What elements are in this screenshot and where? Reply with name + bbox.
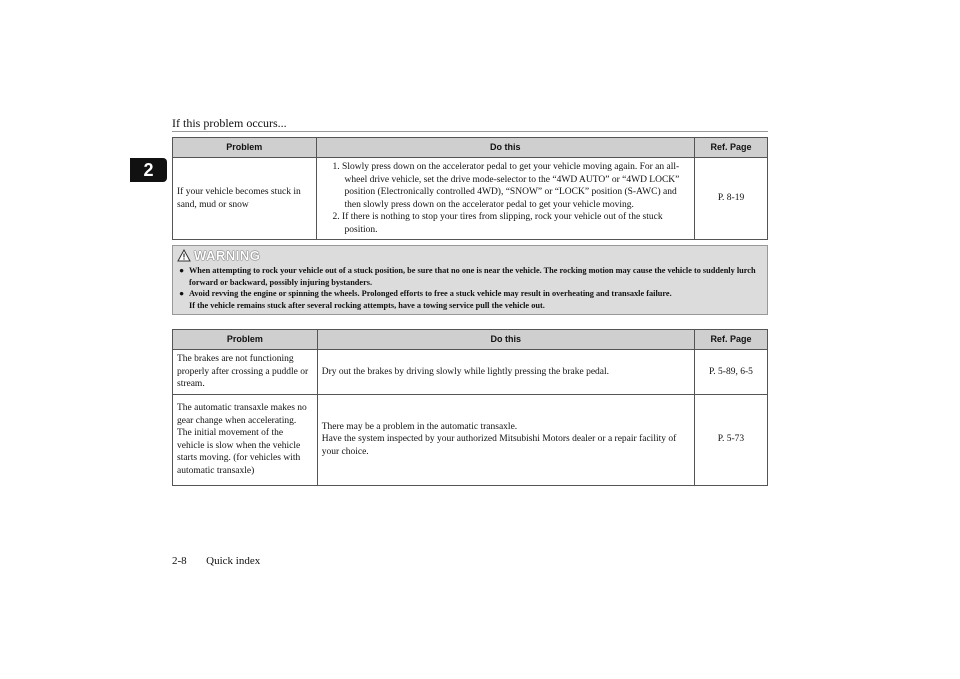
step-item: 1. Slowly press down on the accelerator pedal to get your vehicle moving again. For an all-wheel drive vehicle, set the drive mode-selector to the “4WD AUTO” or “4WD LOCK” position (Electronically controlled 4WD), “SNOW” or “LOCK” position (S-AWC) and then slowly press down on the accelerator pedal to get your vehicle moving. [332,162,680,210]
table-row [173,350,768,395]
page-number: 2-8 [172,555,187,567]
col-header-ref-page: Ref. Page [694,330,767,350]
problem-cell: If your vehicle becomes stuck in sand, mud or snow [173,158,317,240]
do-this-cell: There may be a problem in the automatic transaxle. Have the system inspected by your authorized Mitsubishi Motors dealer or a repair facility of your choice. [317,394,694,485]
bullet-icon: ● [179,266,185,275]
warning-note: If the vehicle remains stuck after several rocking attempts, have a towing service pull the vehicle out. [189,300,545,310]
table-header-row [173,330,768,350]
do-this-cell [316,158,695,240]
ref-page-cell: P. 8-19 [695,158,768,240]
table-header-row [173,138,768,158]
problem-table-1 [172,137,768,240]
header-rule [172,131,768,132]
warning-item: ● When attempting to rock your vehicle out of a stuck position, be sure that no one is near the vehicle. The rocking motion may cause the vehicle to suddenly lurch forward or backward, possibly injuring bystanders. [179,266,756,287]
col-header-do-this: Do this [317,330,694,350]
do-this-cell: Dry out the brakes by driving slowly while lightly pressing the brake pedal. [317,350,694,395]
page-header-title: If this problem occurs... [172,116,287,130]
page-footer [172,555,260,567]
col-header-problem: Problem [173,138,317,158]
warning-box [172,245,768,315]
step-item: 2. If there is nothing to stop your tires from slipping, rock your vehicle out of the stuck position. [332,212,663,235]
problem-cell: The brakes are not functioning properly after crossing a puddle or stream. [173,350,318,395]
table-row [173,158,768,240]
warning-body [179,265,763,311]
warning-header [177,248,260,263]
chapter-tab: 2 [130,158,167,182]
section-name: Quick index [206,555,261,567]
ref-page-cell: P. 5-73 [694,394,767,485]
problem-cell: The automatic transaxle makes no gear change when accelerating. The initial movement of the vehicle is slow when the vehicle starts moving. (for vehicles with automatic transaxle) [173,394,318,485]
warning-item: ● Avoid revving the engine or spinning the wheels. Prolonged efforts to free a stuck vehicle may result in overheating and transaxle failure. If the vehicle remains stuck after several rocking attempts, have a towing service pull the vehicle out. [179,289,672,310]
bullet-icon: ● [179,289,185,298]
col-header-do-this: Do this [316,138,695,158]
col-header-problem: Problem [173,330,318,350]
warning-title: WARNING [194,248,261,263]
warning-triangle-icon [177,249,191,262]
table-row [173,394,768,485]
ref-page-cell: P. 5-89, 6-5 [694,350,767,395]
col-header-ref-page: Ref. Page [695,138,768,158]
problem-table-2 [172,329,768,486]
steps-list [321,161,691,236]
